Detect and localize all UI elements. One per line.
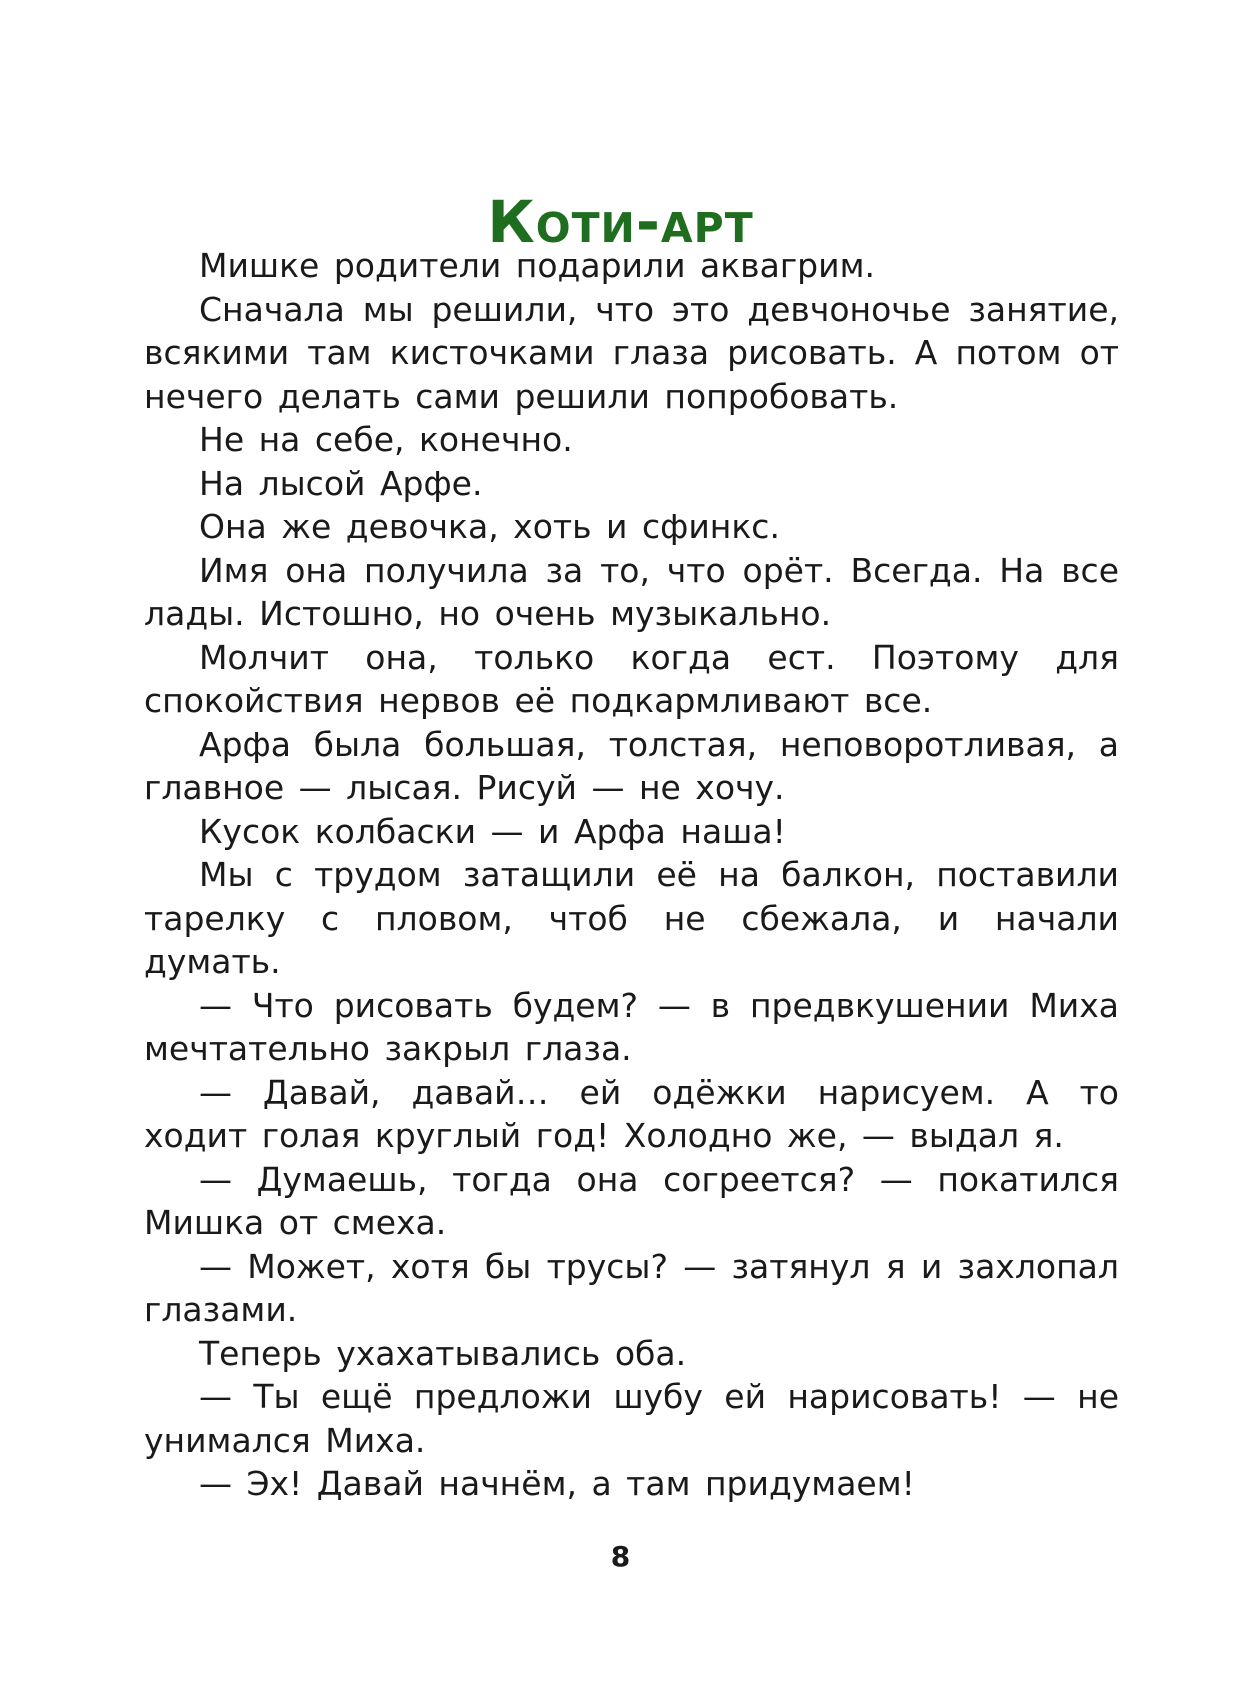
- paragraph: Кусок колбаски — и Арфа наша!: [199, 811, 786, 851]
- paragraph: — Давай, давай… ей одёжки нарисуем. А то ходит голая круглый год! Холодно же, — выдал я.: [144, 1072, 1119, 1155]
- paragraph: Имя она получила за то, что орёт. Всегда. На все лады. Истошно, но очень музыкально.: [144, 550, 1119, 633]
- page-number: 8: [610, 1540, 631, 1573]
- paragraph: Сначала мы решили, что это девчоночье занятие, всякими там кисточками глаза рисовать. А потом от нечего делать сами решили попробовать.: [144, 289, 1119, 416]
- paragraph: — Может, хотя бы трусы? — затянул я и захлопал глазами.: [144, 1246, 1119, 1329]
- paragraph: — Ты ещё предложи шубу ей нарисовать! — не унимался Миха.: [144, 1377, 1119, 1460]
- paragraph: Мы с трудом затащили её на балкон, поставили тарелку с пловом, чтоб не сбежала, и начали думать.: [144, 855, 1119, 981]
- paragraph: — Эх! Давай начнём, а там придумаем!: [199, 1464, 915, 1503]
- paragraph: Мишке родители подарили аквагрим.: [199, 246, 875, 285]
- paragraph: Молчит она, только когда ест. Поэтому для спокойствия нервов её подкармливают все.: [144, 637, 1119, 720]
- paragraph: Она же девочка, хоть и сфинкс.: [199, 507, 780, 546]
- body-text: [144, 244, 1119, 1506]
- paragraph: На лысой Арфе.: [199, 463, 483, 503]
- paragraph: Теперь ухахатывались оба.: [199, 1333, 687, 1373]
- chapter-title: Коти-арт: [487, 187, 754, 256]
- paragraph: — Думаешь, тогда она согреется? — покатился Мишка от смеха.: [144, 1159, 1119, 1242]
- paragraph: — Что рисовать будем? — в предвкушении Миха мечтательно закрыл глаза.: [144, 985, 1119, 1068]
- paragraph: Арфа была большая, толстая, неповоротливая, а главное — лысая. Рисуй — не хочу.: [144, 724, 1119, 807]
- paragraph: Не на себе, конечно.: [199, 420, 573, 459]
